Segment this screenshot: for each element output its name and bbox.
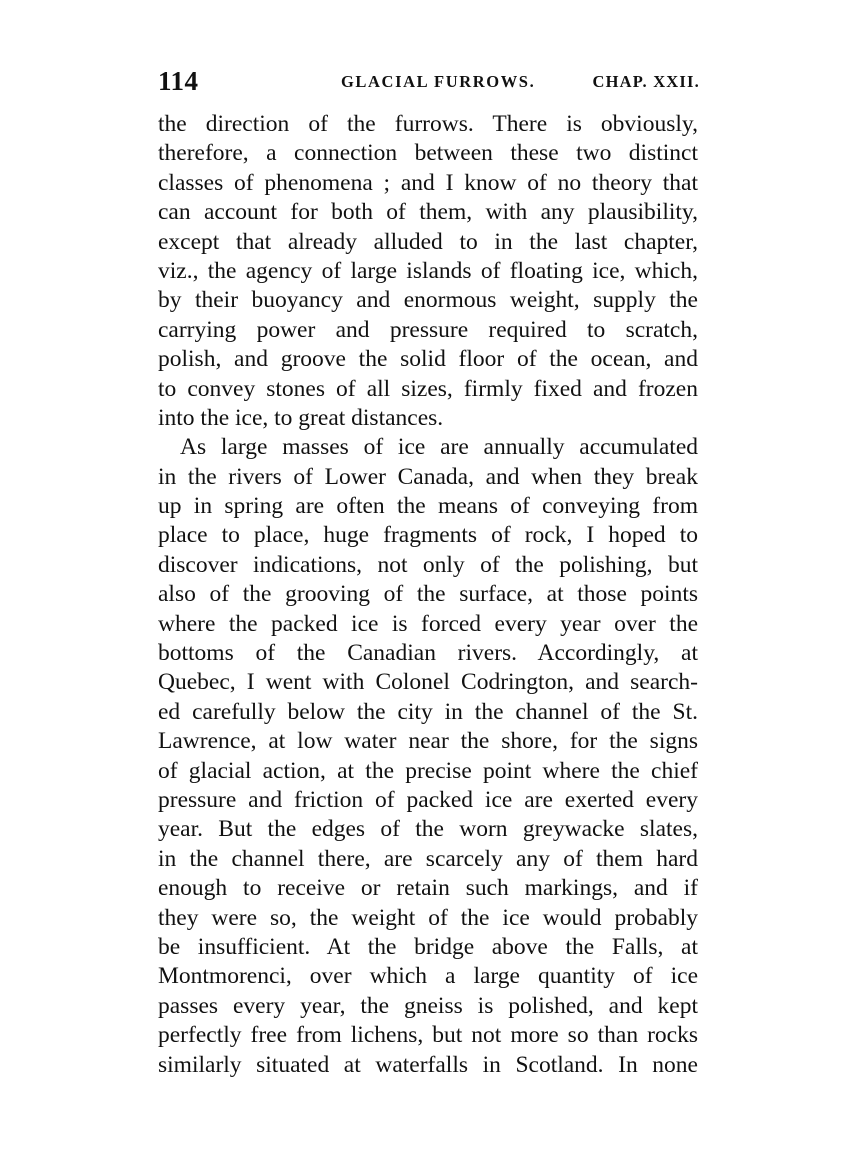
body-text: [158, 110, 698, 1080]
text-line: can account for both of them, with any plausibility,: [158, 199, 698, 226]
text-line: place to place, huge fragments of rock, I hoped to: [158, 522, 698, 549]
text-line: be insufficient. At the bridge above the Falls, at: [158, 933, 698, 960]
text-line: Montmorenci, over which a large quantity of ice: [158, 963, 698, 990]
text-line: similarly situated at waterfalls in Scotland. In none: [158, 1051, 698, 1078]
paragraph-end-line: into the ice, to great distances.: [158, 404, 444, 431]
text-line: in the channel there, are scarcely any of them hard: [158, 845, 698, 872]
paragraph-start-line: As large masses of ice are annually accumulated: [180, 434, 698, 461]
chapter-reference: CHAP. XXII.: [592, 72, 700, 91]
text-line: enough to receive or retain such markings, and if: [158, 875, 698, 902]
text-line: to convey stones of all sizes, firmly fixed and frozen: [158, 375, 698, 402]
text-line: of glacial action, at the precise point where the chief: [158, 757, 698, 784]
text-line: bottoms of the Canadian rivers. Accordingly, at: [158, 640, 698, 667]
text-line: year. But the edges of the worn greywacke slates,: [158, 816, 698, 843]
text-line: up in spring are often the means of conveying from: [158, 493, 698, 520]
text-line: therefore, a connection between these two distinct: [158, 140, 698, 167]
text-line: pressure and friction of packed ice are exerted every: [158, 786, 698, 813]
text-line: polish, and groove the solid floor of the ocean, and: [158, 346, 698, 373]
text-line: except that already alluded to in the last chapter,: [158, 228, 698, 255]
text-line: Quebec, I went with Colonel Codrington, and search-: [158, 669, 698, 696]
text-line: ed carefully below the city in the channel of the St.: [158, 698, 698, 725]
text-line: viz., the agency of large islands of floating ice, which,: [158, 257, 698, 284]
text-line: carrying power and pressure required to scratch,: [158, 316, 698, 343]
running-head: [158, 66, 698, 98]
text-line: in the rivers of Lower Canada, and when they break: [158, 463, 698, 490]
text-line: passes every year, the gneiss is polished, and kept: [158, 992, 698, 1019]
text-line: Lawrence, at low water near the shore, for the signs: [158, 728, 698, 755]
running-title: GLACIAL FURROWS.: [341, 72, 536, 91]
page-number: 114: [158, 66, 199, 96]
text-line: also of the grooving of the surface, at those points: [158, 581, 698, 608]
text-line: discover indications, not only of the polishing, but: [158, 551, 698, 578]
text-line: where the packed ice is forced every year over the: [158, 610, 698, 637]
text-line: they were so, the weight of the ice would probably: [158, 904, 698, 931]
text-line: the direction of the furrows. There is obviously,: [158, 111, 698, 137]
text-line: by their buoyancy and enormous weight, supply the: [158, 287, 698, 314]
text-line: perfectly free from lichens, but not more so than rocks: [158, 1022, 698, 1049]
text-line: classes of phenomena ; and I know of no theory that: [158, 169, 698, 196]
